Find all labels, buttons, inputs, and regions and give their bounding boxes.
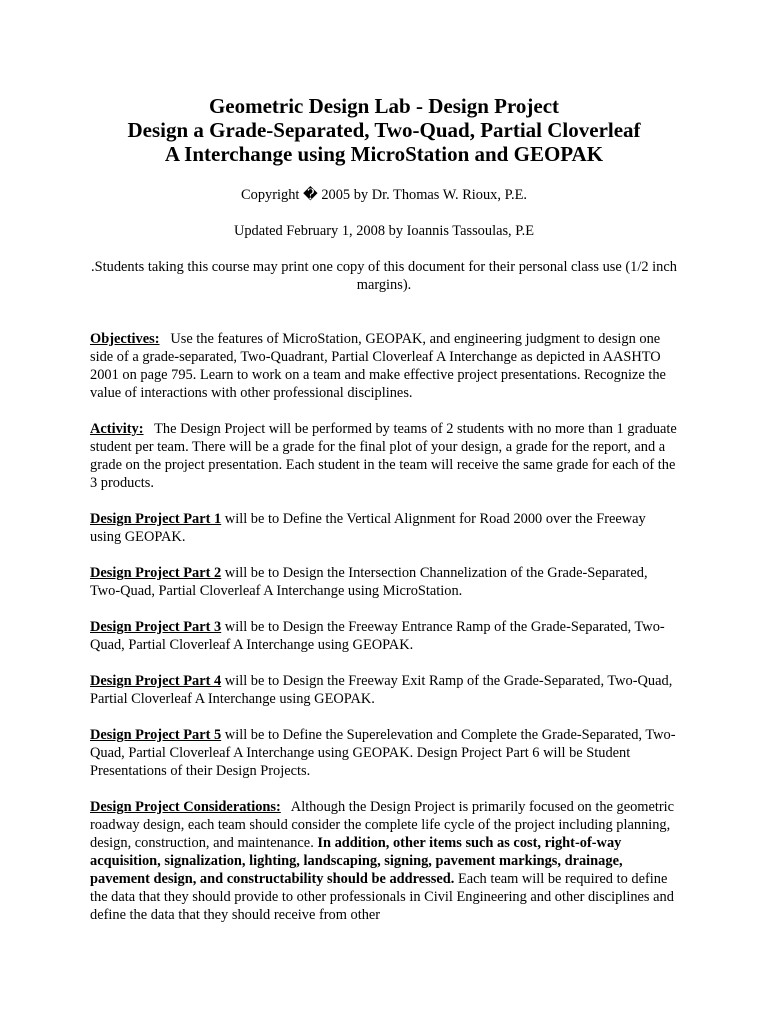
objectives-label: Objectives: bbox=[90, 331, 160, 347]
updated-line: Updated February 1, 2008 by Ioannis Tassoulas, P.E bbox=[233, 223, 535, 239]
part-2-label: Design Project Part 2 bbox=[90, 565, 222, 581]
considerations-text-1: Although the Design Project is primarily focused on the geometric roadway design, each team should consider the complete life cycle of the project including planning, design, construction, and maintenance. bbox=[90, 799, 675, 851]
activity-text: The Design Project will be performed by teams of 2 students with no more than 1 graduate student per team. There will be a grade for the final plot of your design, a grade for the report, and a grade on the project presentation. Each student in the team will receive the same grade for each of the 3 products. bbox=[90, 421, 677, 491]
part-5-label: Design Project Part 5 bbox=[90, 727, 222, 743]
part-1-paragraph bbox=[90, 510, 678, 546]
part-5-text: will be to Define the Superelevation and Complete the Grade-Separated, Two-Quad, Partial Cloverleaf A Interchange using GEOPAK. Design Project Part 6 will be Student Presentations of their Design Projects. bbox=[90, 727, 676, 779]
part-4-text: will be to Design the Freeway Exit Ramp of the Grade-Separated, Two-Quad, Partial Cloverleaf A Interchange using GEOPAK. bbox=[90, 673, 673, 707]
activity-paragraph bbox=[90, 420, 678, 492]
part-2-paragraph bbox=[90, 564, 678, 600]
considerations-paragraph bbox=[90, 798, 678, 924]
title-line-1: Geometric Design Lab - Design Project bbox=[208, 94, 560, 118]
document-title bbox=[90, 0, 678, 166]
part-4-label: Design Project Part 4 bbox=[90, 673, 222, 689]
considerations-bold-text: In addition, other items such as cost, right-of-way acquisition, signalization, lighting, landscaping, signing, pavement markings, drainage, pavement design, and constructability should be addressed. bbox=[90, 835, 623, 887]
copyright-line: Copyright � 2005 by Dr. Thomas W. Rioux, P.E. bbox=[241, 187, 527, 203]
part-3-paragraph bbox=[90, 618, 678, 654]
title-line-2: Design a Grade-Separated, Two-Quad, Partial Cloverleaf bbox=[127, 118, 641, 142]
part-4-paragraph bbox=[90, 672, 678, 708]
part-2-text: will be to Design the Intersection Channelization of the Grade-Separated, Two-Quad, Partial Cloverleaf A Interchange using MicroStation. bbox=[90, 565, 648, 599]
considerations-text-2: Each team will be required to define the data that they should provide to other professionals in Civil Engineering and other disciplines and define the data that they should receive from other bbox=[90, 871, 674, 923]
considerations-label: Design Project Considerations: bbox=[90, 799, 281, 815]
part-1-text: will be to Define the Vertical Alignment for Road 2000 over the Freeway using GEOPAK. bbox=[90, 511, 646, 545]
part-3-label: Design Project Part 3 bbox=[90, 619, 222, 635]
part-5-paragraph bbox=[90, 726, 678, 780]
part-3-text: will be to Design the Freeway Entrance Ramp of the Grade-Separated, Two-Quad, Partial Cloverleaf A Interchange using GEOPAK. bbox=[90, 619, 665, 653]
activity-label: Activity: bbox=[90, 421, 144, 437]
objectives-paragraph bbox=[90, 330, 678, 402]
title-line-3: A Interchange using MicroStation and GEOPAK bbox=[164, 142, 604, 166]
usage-notice: .Students taking this course may print one copy of this document for their personal class use (1/2 inch margins). bbox=[91, 259, 677, 293]
objectives-text: Use the features of MicroStation, GEOPAK, and engineering judgment to design one side of a grade-separated, Two-Quadrant, Partial Cloverleaf A Interchange as depicted in AASHTO 2001 on page 795. Learn to work on a team and make effective project presentations. Recognize the value of interactions with other professional disciplines. bbox=[90, 331, 666, 401]
part-1-label: Design Project Part 1 bbox=[90, 511, 222, 527]
